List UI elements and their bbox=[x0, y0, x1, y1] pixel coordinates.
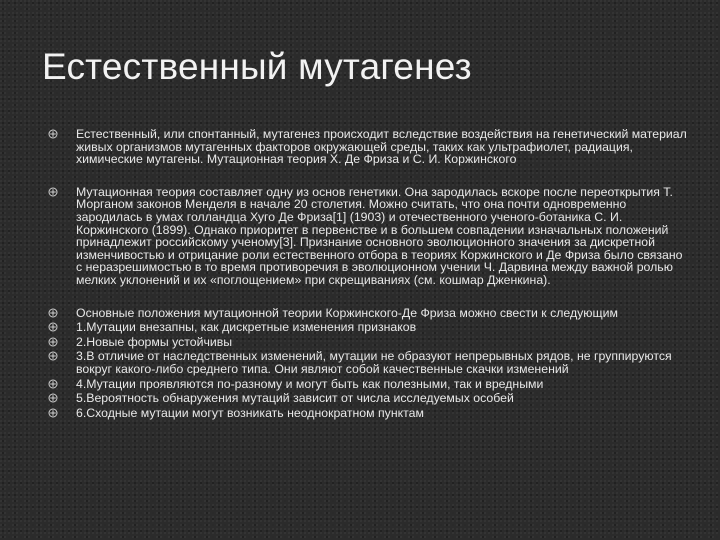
slide-title: Естественный мутагенез bbox=[42, 46, 472, 87]
circle-cross-bullet-icon bbox=[48, 129, 58, 139]
bullet-item bbox=[48, 336, 688, 349]
bullet-text: Естественный, или спонтанный, мутагенез происходит вследствие воздействия на генетический материал живых организмов мутагенных факторов окружающей среды, таких как ультрафиолет, радиация, химические мутагены. Мутационная теория Х. Де Фриза и С. И. Коржинского bbox=[76, 127, 687, 167]
circle-cross-bullet-icon bbox=[48, 351, 58, 361]
bullet-list bbox=[48, 128, 688, 419]
circle-cross-bullet-icon bbox=[48, 308, 58, 318]
bullet-item bbox=[48, 392, 688, 405]
bullet-text: 6.Сходные мутации могут возникать неоднократном пунктам bbox=[76, 405, 424, 420]
bullet-text: Основные положения мутационной теории Коржинского-Де Фриза можно свести к следующим bbox=[76, 305, 618, 320]
bullet-text: 5.Вероятность обнаружения мутаций зависит от числа исследуемых особей bbox=[76, 391, 514, 406]
bullet-text: Мутационная теория составляет одну из основ генетики. Она зародилась вскоре после переоткрытия Т. Морганом законов Менделя в начале 20 столетия. Можно считать, что она почти одновременно зародилась в умах голландца Хуго Де Фриза[1] (1903) и отечественного ученого-ботаника С. И. Коржинского (1899). Однако приоритет в первенстве и в большем совпадении изначальных положений принадлежит российскому ученому[3]. Признание основного эволюционного значения за дискретной изменчивостью и отрицание роли естественного отбора в теориях Коржинского и Де Фриза было связано с неразрешимостью в то время противоречия в эволюционном учении Ч. Дарвина между важной ролью мелких уклонений и их «поглощением» при скрещиваниях (см. кошмар Дженкина). bbox=[76, 184, 683, 287]
circle-cross-bullet-icon bbox=[48, 322, 58, 332]
circle-cross-bullet-icon bbox=[48, 187, 58, 197]
circle-cross-bullet-icon bbox=[48, 337, 58, 347]
bullet-text: 2.Новые формы устойчивы bbox=[76, 334, 233, 349]
bullet-item bbox=[48, 350, 688, 375]
circle-cross-bullet-icon bbox=[48, 379, 58, 389]
bullet-item bbox=[48, 407, 688, 420]
bullet-item bbox=[48, 321, 688, 334]
bullet-item bbox=[48, 378, 688, 391]
bullet-item bbox=[48, 186, 688, 287]
bullet-item bbox=[48, 128, 688, 166]
bullet-item bbox=[48, 307, 688, 320]
bullet-text: 3.В отличие от наследственных изменений, мутации не образуют непрерывных рядов, не группируются вокруг какого-либо среднего типа. Они являют собой качественные скачки изменений bbox=[76, 349, 672, 376]
bullet-text: 1.Мутации внезапны, как дискретные изменения признаков bbox=[76, 320, 417, 335]
circle-cross-bullet-icon bbox=[48, 408, 58, 418]
bullet-text: 4.Мутации проявляются по-разному и могут быть как полезными, так и вредными bbox=[76, 376, 544, 391]
circle-cross-bullet-icon bbox=[48, 393, 58, 403]
